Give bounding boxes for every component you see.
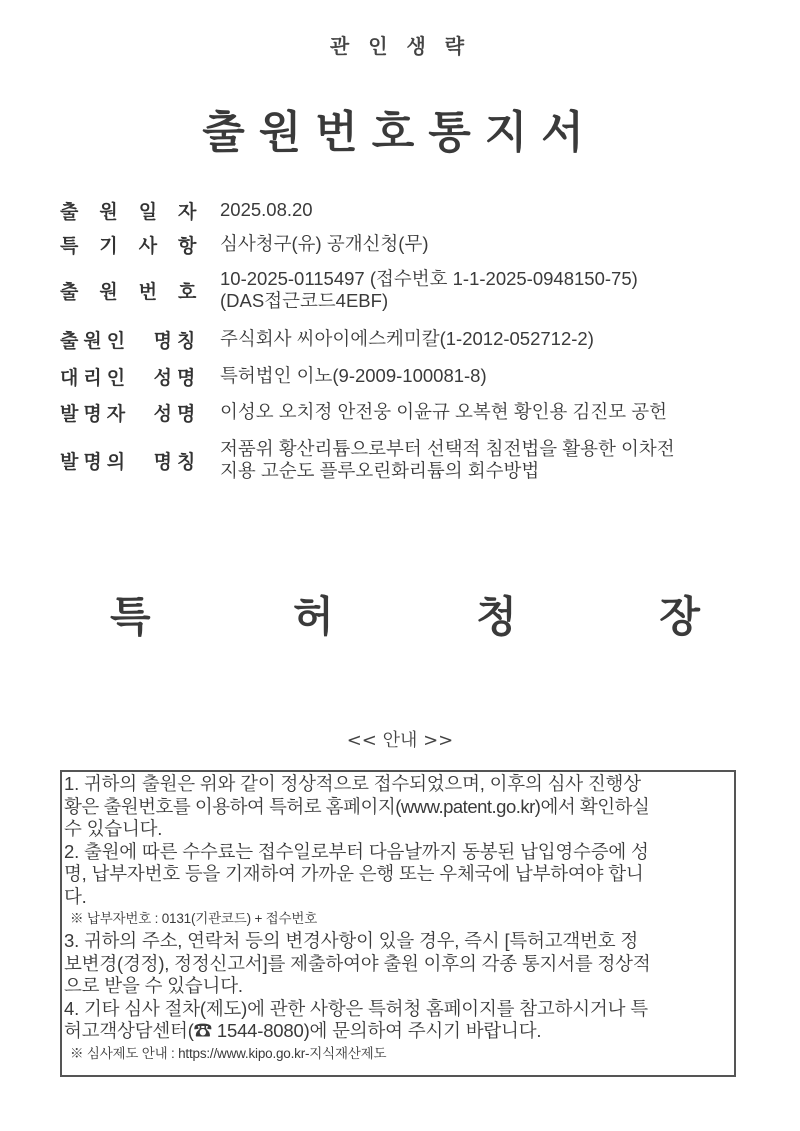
guide-line: 으로 받을 수 있습니다. — [64, 975, 243, 996]
field-value-line: 저품위 황산리튬으로부터 선택적 침전법을 활용한 이차전 — [220, 438, 675, 459]
guide-line: 보변경(경정), 정정신고서]를 제출하여야 출원 이후의 각종 통지서를 정상적 — [64, 952, 651, 974]
field-value — [218, 438, 675, 482]
guide-line: 다. — [64, 885, 87, 907]
field-inventor-names — [60, 394, 750, 430]
guide-line: 허고객상담센터(☎ 1544-8080)에 문의하여 주시기 바랍니다. — [64, 1020, 542, 1041]
guide-note: ※ 심사제도 안내 : https://www.kipo.go.kr-지식재산제도 — [70, 1045, 387, 1061]
field-value-line: 10-2025-0115497 (접수번호 1-1-2025-0948150-75) — [220, 268, 638, 289]
field-value: 특허법인 이노(9-2009-100081-8) — [220, 365, 487, 386]
document-title: 출원번호통지서 — [202, 107, 598, 158]
field-agent-name — [60, 358, 750, 394]
field-label — [60, 277, 218, 304]
field-value: 주식회사 씨아이에스케미칼(1-2012-052712-2) — [220, 328, 594, 349]
guide-line: 4. 기타 심사 절차(제도)에 관한 사항은 특허청 홈페이지를 참고하시거나 특 — [64, 997, 648, 1019]
field-value — [218, 268, 638, 312]
signature-char: 청 — [476, 592, 517, 641]
guide-line: 1. 귀하의 출원은 위와 같이 정상적으로 접수되었으며, 이후의 심사 진행상 — [64, 773, 641, 794]
field-label — [60, 399, 218, 426]
guide-line: 황은 출원번호를 이용하여 특허로 홈페이지(www.patent.go.kr)에서 확인하실 — [64, 795, 650, 817]
guide-line: 2. 출원에 따른 수수료는 접수일로부터 다음날까지 동봉된 납입영수증에 성 — [64, 840, 649, 862]
field-value: 심사청구(유) 공개신청(무) — [220, 233, 429, 254]
field-filing-date — [60, 192, 750, 228]
field-remarks — [60, 228, 750, 260]
signature-char: 특 — [110, 592, 151, 641]
field-application-number — [60, 260, 750, 320]
application-info — [60, 192, 750, 490]
field-value-line: 지용 고순도 플루오린화리튬의 회수방법 — [220, 460, 540, 481]
field-value: 이성오 오치정 안전웅 이윤규 오복현 황인용 김진모 공헌 — [220, 401, 668, 422]
field-label-text: 출원번호 — [60, 280, 218, 303]
guide-line: 수 있습니다. — [64, 818, 163, 839]
stamp-omitted-label: 관 인 생 략 — [329, 34, 471, 58]
field-label-text: 출원인 명칭 — [60, 329, 201, 352]
signature-char: 허 — [293, 592, 334, 641]
guide-heading: << 안내 >> — [346, 730, 454, 751]
field-label — [60, 197, 218, 224]
field-label-text: 출원일자 — [60, 200, 218, 223]
commissioner-signature — [110, 584, 700, 644]
signature-char: 장 — [659, 592, 700, 641]
field-value-line: (DAS접근코드4EBF) — [220, 290, 389, 311]
field-label-text: 발명자 성명 — [60, 402, 201, 425]
guide-note: ※ 납부자번호 : 0131(기관코드) + 접수번호 — [70, 911, 318, 926]
field-label-text: 발명의 명칭 — [60, 450, 201, 473]
field-label-text: 대리인 성명 — [60, 366, 201, 389]
guide-box — [60, 770, 736, 1077]
guide-line: 명, 납부자번호 등을 기재하여 가까운 은행 또는 우체국에 납부하여야 합니 — [64, 863, 644, 884]
field-invention-title — [60, 430, 750, 490]
field-value: 2025.08.20 — [220, 199, 313, 220]
field-label — [60, 326, 218, 353]
field-label — [60, 231, 218, 258]
guide-line: 3. 귀하의 주소, 연락처 등의 변경사항이 있을 경우, 즉시 [특허고객번호 정 — [64, 930, 639, 951]
field-label — [60, 447, 218, 474]
field-label — [60, 363, 218, 390]
field-applicant-name — [60, 320, 750, 358]
field-label-text: 특기사항 — [60, 234, 218, 257]
